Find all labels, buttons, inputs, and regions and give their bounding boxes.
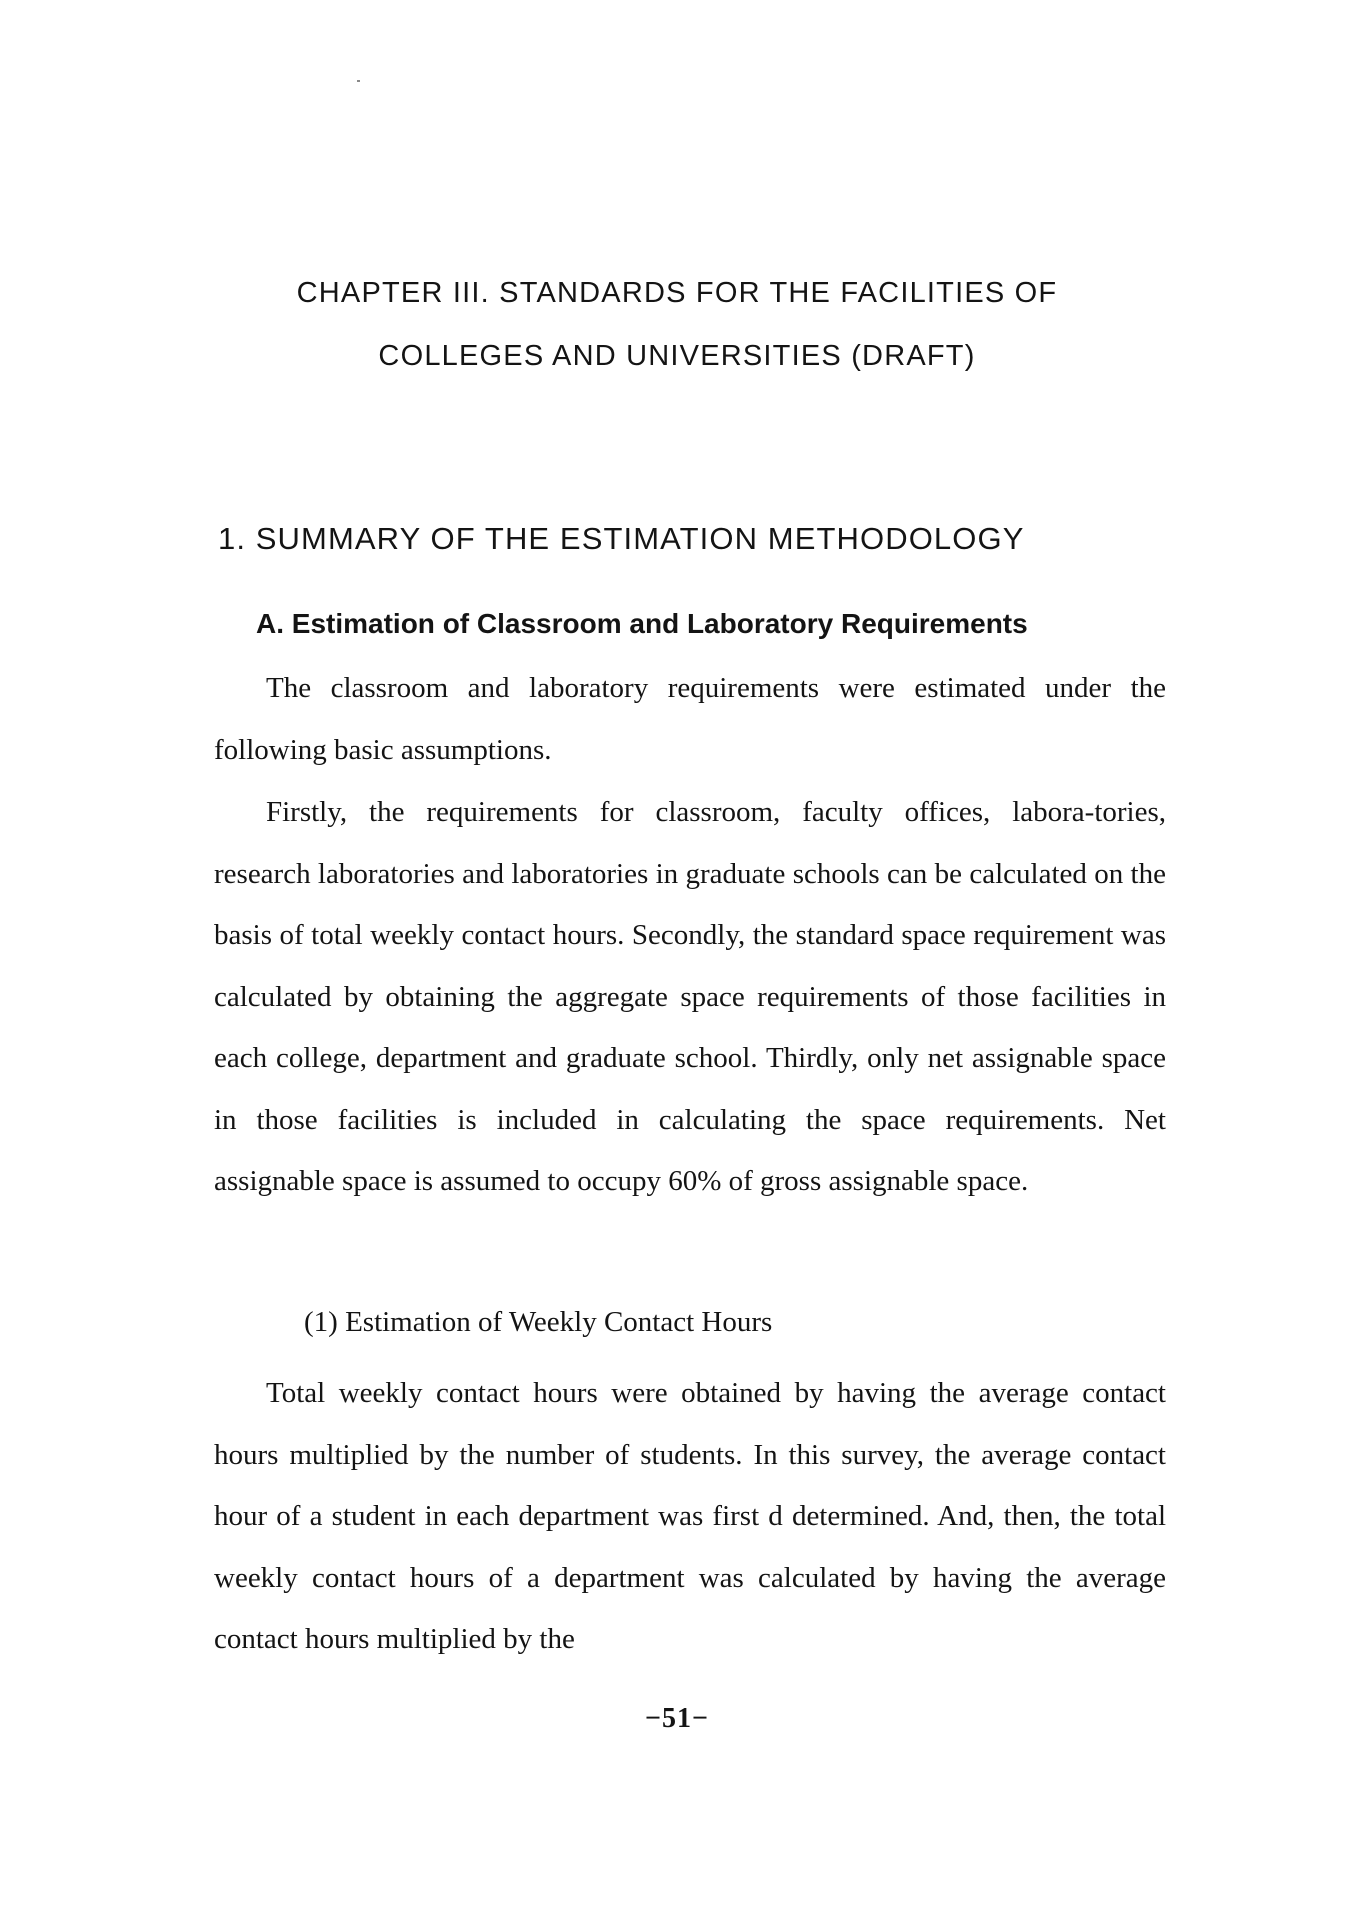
paragraph-contact-hours: Total weekly contact hours were obtained by having the average contact hours multiplied by the number of students. In this survey, the average contact hour of a student in each department was first d determined. And, then, the total weekly contact hours of a department was calculated by having the average contact hours multiplied by the <box>214 1377 1166 1655</box>
paragraph-assumptions: Firstly, the requirements for classroom, faculty offices, labora-tories, research laboratories and laboratories in graduate schools can be calculated on the basis of total weekly contact hours. Secondly, the standard space requirement was calculated by obtaining the aggregate space requirements of those facilities in each college, department and graduate school. Thirdly, only net assignable space in those facilities is included in calculating the space requirements. Net assignable space is assumed to occupy 60% of gross assignable space. <box>214 796 1166 1197</box>
page-number: −51− <box>645 1703 709 1734</box>
section-heading: 1. SUMMARY OF THE ESTIMATION METHODOLOGY <box>218 521 1025 556</box>
paragraph-assumptions-intro: The classroom and laboratory requirements were estimated under the following basic assumptions. <box>214 672 1166 766</box>
chapter-title-line-2: COLLEGES AND UNIVERSITIES (DRAFT) <box>378 340 976 372</box>
subsection-heading: A. Estimation of Classroom and Laboratory Requirements <box>256 608 1028 639</box>
sub-item-heading: (1) Estimation of Weekly Contact Hours <box>304 1306 773 1338</box>
scan-speck <box>357 80 360 82</box>
chapter-title-line-1: CHAPTER III. STANDARDS FOR THE FACILITIES OF <box>296 277 1058 309</box>
